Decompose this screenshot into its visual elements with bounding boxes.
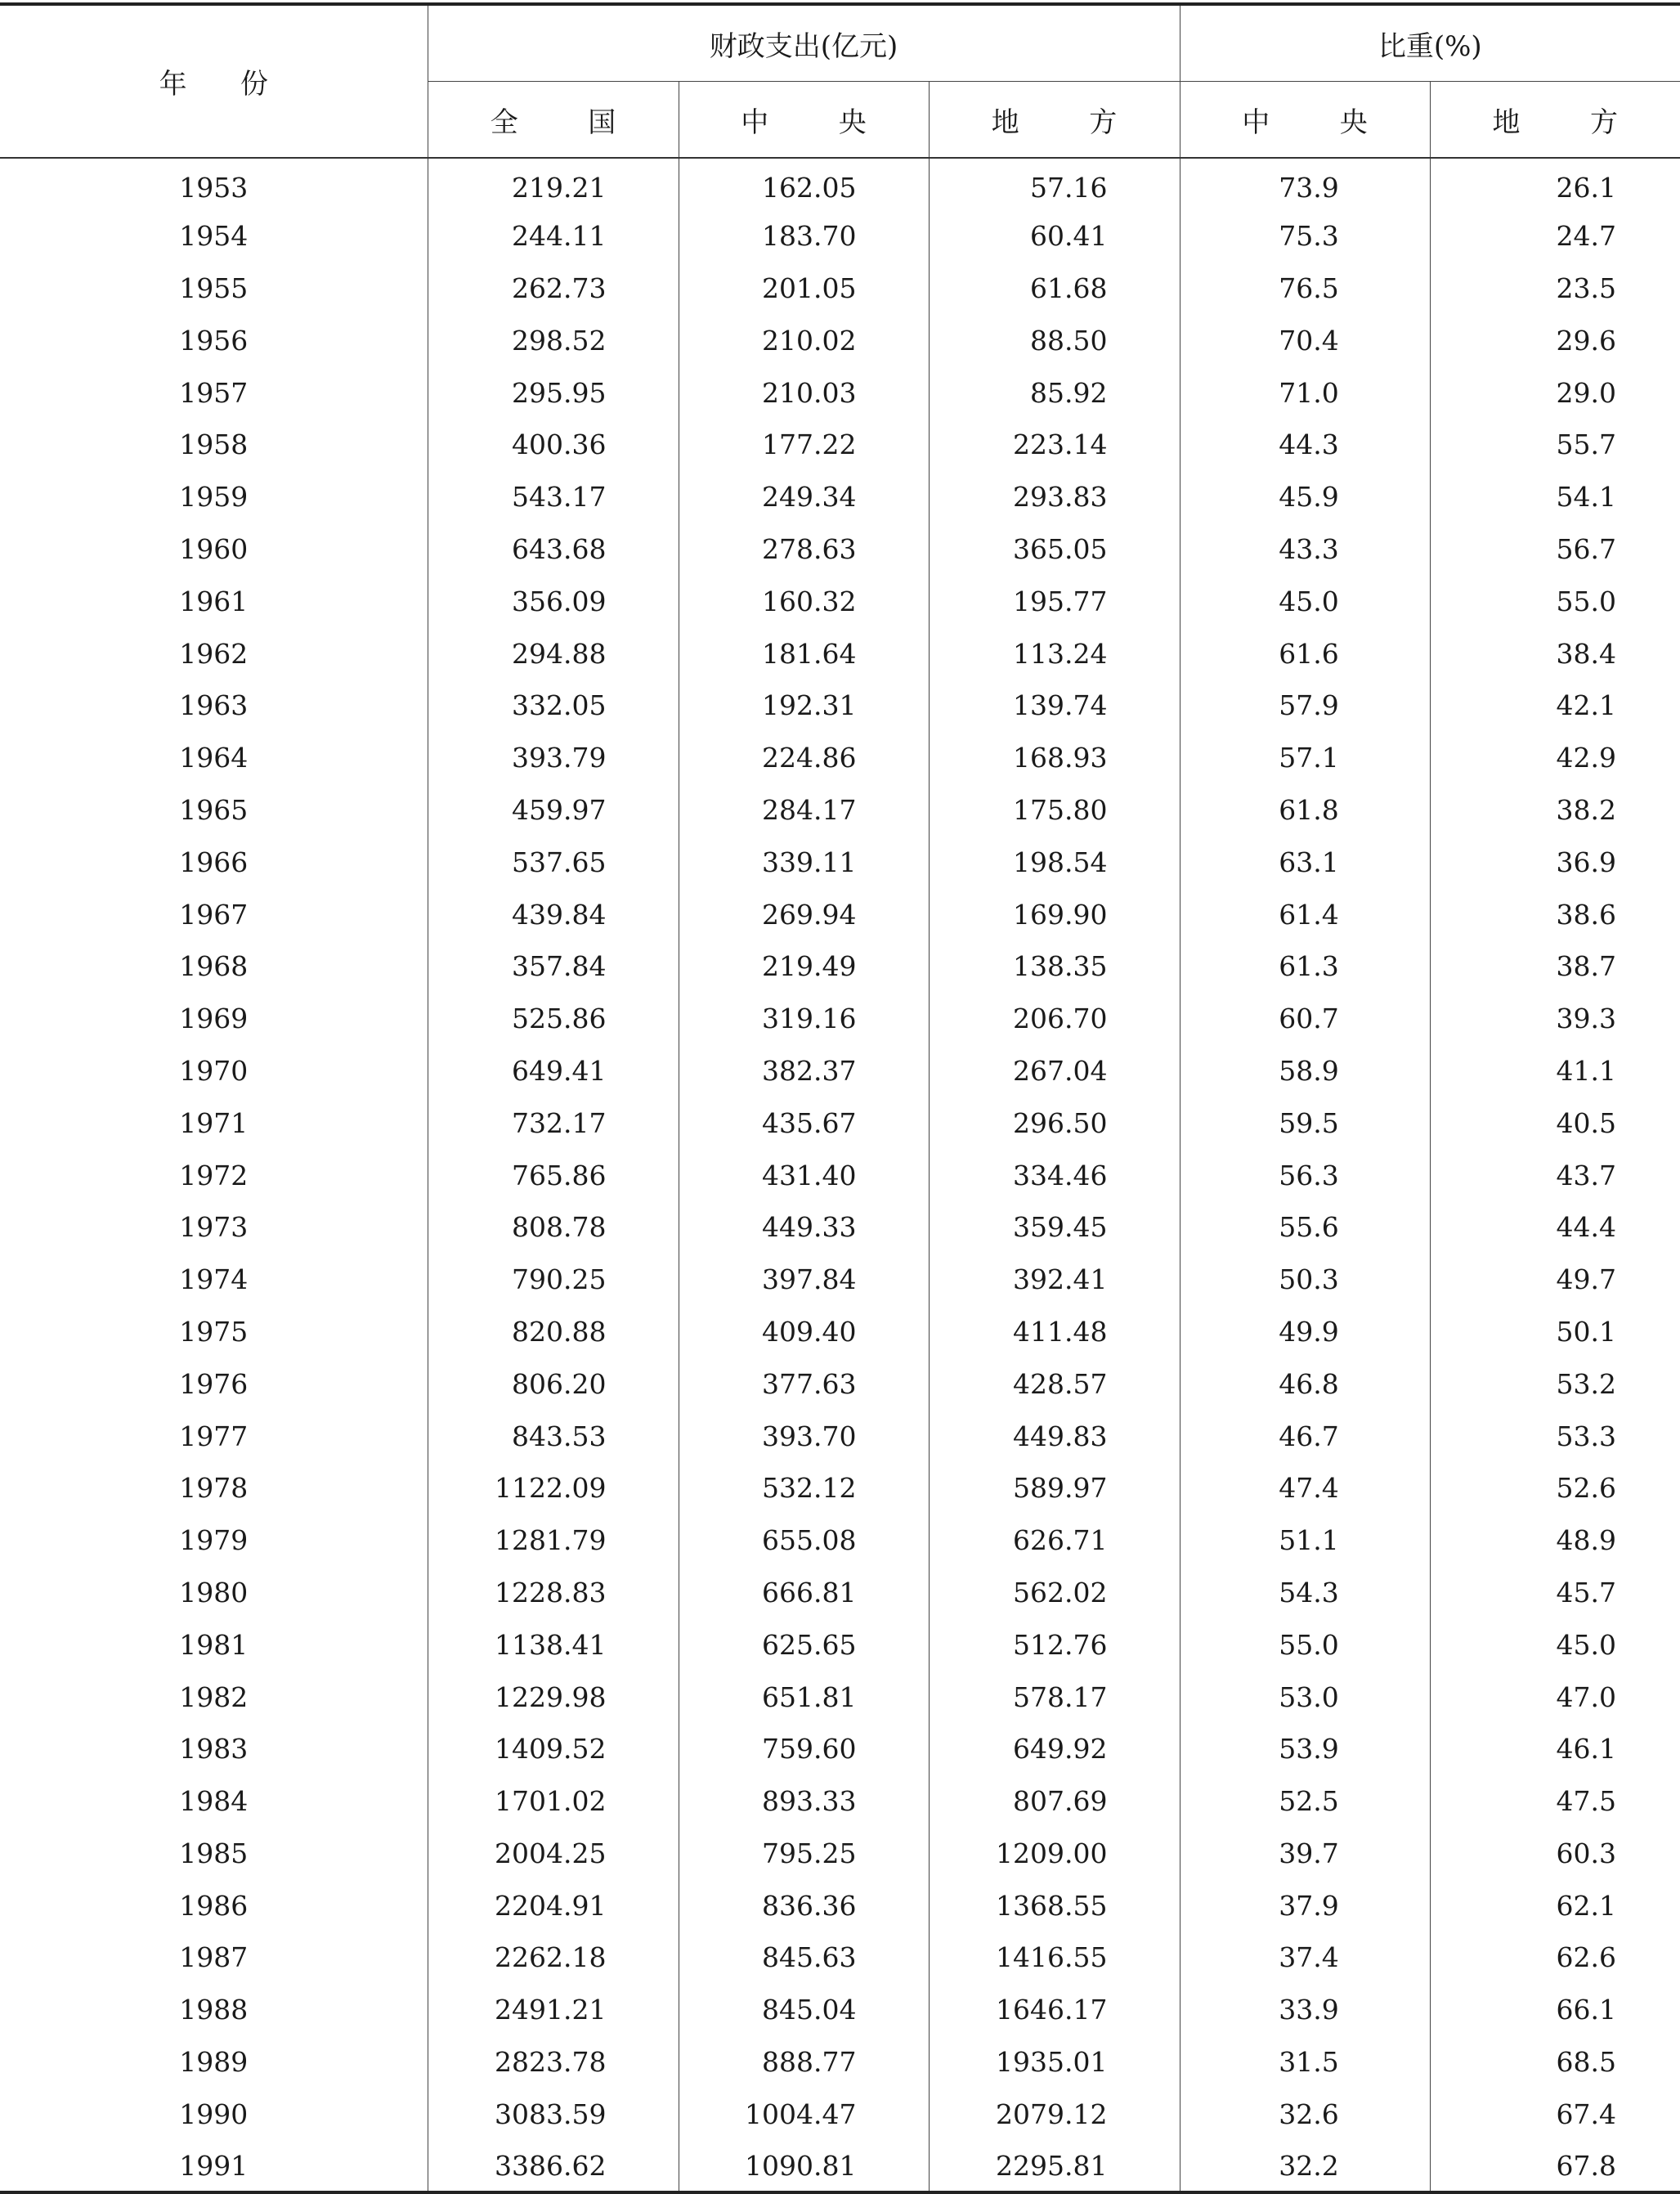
central-cell: 177.22 [679,419,929,471]
table-row [0,732,1680,784]
local-cell: 1368.55 [929,1879,1180,1932]
national-cell: 439.84 [428,888,679,940]
share-local-cell: 45.0 [1556,1628,1617,1661]
table-row [0,1462,1680,1514]
national-cell: 543.17 [428,471,679,523]
share-local-cell: 44.4 [1556,1211,1617,1244]
share-central-cell: 37.9 [1180,1879,1430,1932]
table-row [0,1671,1680,1723]
local-cell: 428.57 [929,1357,1180,1410]
central-cell: 160.32 [679,575,929,627]
national-cell: 1229.98 [428,1671,679,1723]
share-central-column-header: 中 央 [1180,82,1430,159]
central-cell: 224.86 [679,732,929,784]
year-cell: 1988 [0,1984,428,2036]
table-row [0,940,1680,993]
year-cell: 1958 [0,419,428,471]
share-central-cell: 63.1 [1180,836,1430,888]
year-cell: 1987 [0,1932,428,1984]
share-local-column-header: 地 方 [1430,82,1680,159]
local-cell: 2079.12 [929,2088,1180,2140]
share-local-cell: 36.9 [1556,846,1617,878]
year-cell: 1959 [0,471,428,523]
share-central-cell: 55.6 [1180,1201,1430,1254]
national-cell: 2823.78 [428,2036,679,2089]
share-local-cell: 49.7 [1556,1263,1617,1296]
local-cell: 2295.81 [929,2140,1180,2192]
year-cell: 1963 [0,680,428,732]
local-cell: 139.74 [929,680,1180,732]
share-local-cell: 48.9 [1556,1524,1617,1557]
share-central-cell: 61.8 [1180,784,1430,837]
share-central-cell: 43.3 [1180,523,1430,576]
share-central-cell: 75.3 [1180,210,1430,262]
central-cell: 759.60 [679,1723,929,1775]
share-central-cell: 46.7 [1180,1410,1430,1462]
local-cell: 88.50 [929,314,1180,366]
central-cell: 162.05 [679,158,929,210]
central-cell: 377.63 [679,1357,929,1410]
national-cell: 332.05 [428,680,679,732]
local-cell: 1646.17 [929,1984,1180,2036]
share-local-cell: 38.2 [1556,793,1617,826]
share-central-cell: 32.6 [1180,2088,1430,2140]
table-row [0,523,1680,576]
year-cell: 1990 [0,2088,428,2140]
local-cell: 334.46 [929,1149,1180,1201]
year-cell: 1970 [0,1045,428,1097]
share-central-cell: 57.1 [1180,732,1430,784]
table-row [0,1618,1680,1671]
national-cell: 262.73 [428,262,679,315]
share-central-cell: 73.9 [1180,158,1430,210]
central-cell: 888.77 [679,2036,929,2089]
local-cell: 169.90 [929,888,1180,940]
local-column-header: 地 方 [929,82,1180,159]
share-central-cell: 45.0 [1180,575,1430,627]
share-local-cell: 45.7 [1556,1576,1617,1608]
share-central-cell: 76.5 [1180,262,1430,315]
share-local-cell: 46.1 [1556,1733,1617,1766]
share-central-cell: 70.4 [1180,314,1430,366]
central-cell: 1004.47 [679,2088,929,2140]
national-cell: 3083.59 [428,2088,679,2140]
table-row [0,888,1680,940]
share-central-cell: 31.5 [1180,2036,1430,2089]
table-row [0,680,1680,732]
national-column-header: 全 国 [428,82,679,159]
year-cell: 1965 [0,784,428,837]
table-row [0,1254,1680,1306]
table-row [0,1045,1680,1097]
local-cell: 649.92 [929,1723,1180,1775]
share-local-cell: 62.1 [1556,1889,1617,1922]
year-cell: 1974 [0,1254,428,1306]
local-cell: 578.17 [929,1671,1180,1723]
share-local-cell: 43.7 [1556,1159,1617,1191]
share-central-cell: 60.7 [1180,993,1430,1045]
national-cell: 1409.52 [428,1723,679,1775]
year-cell: 1955 [0,262,428,315]
central-cell: 382.37 [679,1045,929,1097]
share-local-cell: 55.0 [1556,585,1617,617]
national-cell: 790.25 [428,1254,679,1306]
share-central-cell: 61.3 [1180,940,1430,993]
year-cell: 1964 [0,732,428,784]
share-central-cell: 51.1 [1180,1514,1430,1567]
local-cell: 1209.00 [929,1828,1180,1880]
central-cell: 431.40 [679,1149,929,1201]
central-cell: 532.12 [679,1462,929,1514]
national-cell: 765.86 [428,1149,679,1201]
share-local-cell: 23.5 [1556,271,1617,304]
national-cell: 356.09 [428,575,679,627]
local-cell: 1416.55 [929,1932,1180,1984]
year-cell: 1960 [0,523,428,576]
local-cell: 296.50 [929,1097,1180,1149]
national-cell: 806.20 [428,1357,679,1410]
central-cell: 795.25 [679,1828,929,1880]
year-cell: 1973 [0,1201,428,1254]
share-central-cell: 53.0 [1180,1671,1430,1723]
central-cell: 319.16 [679,993,929,1045]
year-cell: 1985 [0,1828,428,1880]
local-cell: 175.80 [929,784,1180,837]
share-central-cell: 49.9 [1180,1306,1430,1358]
table-row [0,1984,1680,2036]
year-cell: 1956 [0,314,428,366]
local-cell: 562.02 [929,1567,1180,1619]
table-row [0,1357,1680,1410]
national-cell: 294.88 [428,627,679,680]
share-local-cell: 53.3 [1556,1420,1617,1452]
central-cell: 666.81 [679,1567,929,1619]
year-cell: 1968 [0,940,428,993]
central-column-header: 中 央 [679,82,929,159]
central-cell: 397.84 [679,1254,929,1306]
national-cell: 820.88 [428,1306,679,1358]
central-cell: 278.63 [679,523,929,576]
year-cell: 1953 [0,158,428,210]
table-row [0,314,1680,366]
year-cell: 1967 [0,888,428,940]
local-cell: 223.14 [929,419,1180,471]
share-local-cell: 47.5 [1556,1785,1617,1818]
share-local-cell: 29.0 [1556,376,1617,409]
national-cell: 843.53 [428,1410,679,1462]
local-cell: 138.35 [929,940,1180,993]
national-cell: 732.17 [428,1097,679,1149]
central-cell: 651.81 [679,1671,929,1723]
year-cell: 1975 [0,1306,428,1358]
year-cell: 1982 [0,1671,428,1723]
fiscal-expenditure-table [0,2,1680,2194]
share-central-cell: 39.7 [1180,1828,1430,1880]
table-row [0,210,1680,262]
share-local-cell: 29.6 [1556,324,1617,357]
year-cell: 1984 [0,1775,428,1828]
table-row [0,1775,1680,1828]
share-local-cell: 55.7 [1556,428,1617,461]
national-cell: 537.65 [428,836,679,888]
table-row [0,627,1680,680]
year-column-header: 年 份 [0,4,428,158]
share-local-cell: 26.1 [1556,171,1617,204]
local-cell: 57.16 [929,158,1180,210]
national-cell: 2491.21 [428,1984,679,2036]
central-cell: 893.33 [679,1775,929,1828]
share-local-cell: 54.1 [1556,481,1617,514]
share-central-cell: 57.9 [1180,680,1430,732]
table-row [0,1567,1680,1619]
local-cell: 61.68 [929,262,1180,315]
share-local-cell: 50.1 [1556,1315,1617,1348]
share-central-cell: 44.3 [1180,419,1430,471]
table-row [0,158,1680,210]
year-cell: 1954 [0,210,428,262]
national-cell: 219.21 [428,158,679,210]
share-local-cell: 67.8 [1556,2149,1617,2182]
share-local-cell: 42.9 [1556,742,1617,774]
national-cell: 459.97 [428,784,679,837]
share-central-cell: 54.3 [1180,1567,1430,1619]
share-central-cell: 56.3 [1180,1149,1430,1201]
national-cell: 649.41 [428,1045,679,1097]
year-cell: 1962 [0,627,428,680]
year-cell: 1979 [0,1514,428,1567]
share-local-cell: 47.0 [1556,1680,1617,1713]
central-cell: 210.03 [679,366,929,419]
table-row [0,1306,1680,1358]
national-cell: 2262.18 [428,1932,679,1984]
table-row [0,993,1680,1045]
share-central-cell: 50.3 [1180,1254,1430,1306]
expenditure-group-header: 财政支出(亿元) [428,4,1180,82]
local-cell: 85.92 [929,366,1180,419]
year-cell: 1981 [0,1618,428,1671]
table-row [0,1097,1680,1149]
table-row [0,784,1680,837]
share-central-cell: 61.4 [1180,888,1430,940]
local-cell: 293.83 [929,471,1180,523]
national-cell: 1138.41 [428,1618,679,1671]
table-row [0,2140,1680,2192]
table-row [0,1932,1680,1984]
share-local-cell: 41.1 [1556,1054,1617,1087]
local-cell: 206.70 [929,993,1180,1045]
local-cell: 168.93 [929,732,1180,784]
national-cell: 3386.62 [428,2140,679,2192]
share-local-cell: 42.1 [1556,689,1617,722]
table-row [0,1723,1680,1775]
table-row [0,1879,1680,1932]
central-cell: 845.04 [679,1984,929,2036]
share-local-cell: 40.5 [1556,1106,1617,1139]
national-cell: 357.84 [428,940,679,993]
table-body [0,158,1680,2192]
central-cell: 836.36 [679,1879,929,1932]
table-row [0,575,1680,627]
year-cell: 1961 [0,575,428,627]
local-cell: 267.04 [929,1045,1180,1097]
year-cell: 1971 [0,1097,428,1149]
local-cell: 195.77 [929,575,1180,627]
year-cell: 1978 [0,1462,428,1514]
central-cell: 219.49 [679,940,929,993]
share-local-cell: 38.4 [1556,637,1617,670]
share-central-cell: 46.8 [1180,1357,1430,1410]
share-central-cell: 45.9 [1180,471,1430,523]
share-central-cell: 33.9 [1180,1984,1430,2036]
share-group-header: 比重(%) [1180,4,1680,82]
share-central-cell: 53.9 [1180,1723,1430,1775]
central-cell: 192.31 [679,680,929,732]
central-cell: 269.94 [679,888,929,940]
central-cell: 183.70 [679,210,929,262]
national-cell: 1701.02 [428,1775,679,1828]
year-cell: 1989 [0,2036,428,2089]
table-row [0,1410,1680,1462]
year-cell: 1986 [0,1879,428,1932]
table-row [0,1201,1680,1254]
table-row [0,1514,1680,1567]
share-local-cell: 38.6 [1556,898,1617,931]
table-row [0,366,1680,419]
local-cell: 1935.01 [929,2036,1180,2089]
share-central-cell: 59.5 [1180,1097,1430,1149]
local-cell: 807.69 [929,1775,1180,1828]
table-row [0,836,1680,888]
share-central-cell: 61.6 [1180,627,1430,680]
national-cell: 298.52 [428,314,679,366]
local-cell: 359.45 [929,1201,1180,1254]
central-cell: 201.05 [679,262,929,315]
central-cell: 435.67 [679,1097,929,1149]
share-local-cell: 56.7 [1556,532,1617,565]
central-cell: 449.33 [679,1201,929,1254]
local-cell: 449.83 [929,1410,1180,1462]
table-header [0,4,1680,158]
national-cell: 2204.91 [428,1879,679,1932]
share-local-cell: 62.6 [1556,1941,1617,1974]
local-cell: 113.24 [929,627,1180,680]
share-local-cell: 53.2 [1556,1367,1617,1400]
local-cell: 589.97 [929,1462,1180,1514]
national-cell: 400.36 [428,419,679,471]
table-row [0,2088,1680,2140]
year-cell: 1980 [0,1567,428,1619]
share-local-cell: 67.4 [1556,2098,1617,2130]
central-cell: 1090.81 [679,2140,929,2192]
central-cell: 393.70 [679,1410,929,1462]
year-cell: 1976 [0,1357,428,1410]
national-cell: 295.95 [428,366,679,419]
share-central-cell: 37.4 [1180,1932,1430,1984]
national-cell: 1228.83 [428,1567,679,1619]
share-central-cell: 71.0 [1180,366,1430,419]
share-local-cell: 38.7 [1556,950,1617,983]
share-local-cell: 39.3 [1556,1003,1617,1035]
share-local-cell: 52.6 [1556,1472,1617,1505]
local-cell: 512.76 [929,1618,1180,1671]
central-cell: 339.11 [679,836,929,888]
national-cell: 643.68 [428,523,679,576]
year-cell: 1969 [0,993,428,1045]
central-cell: 625.65 [679,1618,929,1671]
share-local-cell: 60.3 [1556,1837,1617,1869]
year-cell: 1957 [0,366,428,419]
year-cell: 1972 [0,1149,428,1201]
national-cell: 2004.25 [428,1828,679,1880]
national-cell: 244.11 [428,210,679,262]
central-cell: 845.63 [679,1932,929,1984]
table-row [0,419,1680,471]
central-cell: 249.34 [679,471,929,523]
national-cell: 393.79 [428,732,679,784]
share-central-cell: 47.4 [1180,1462,1430,1514]
local-cell: 392.41 [929,1254,1180,1306]
national-cell: 808.78 [428,1201,679,1254]
table-row [0,1828,1680,1880]
central-cell: 409.40 [679,1306,929,1358]
table-row [0,262,1680,315]
year-cell: 1966 [0,836,428,888]
table-row [0,2036,1680,2089]
share-local-cell: 66.1 [1556,1994,1617,2026]
national-cell: 1122.09 [428,1462,679,1514]
central-cell: 210.02 [679,314,929,366]
share-central-cell: 32.2 [1180,2140,1430,2192]
local-cell: 411.48 [929,1306,1180,1358]
year-cell: 1983 [0,1723,428,1775]
table-row [0,471,1680,523]
national-cell: 525.86 [428,993,679,1045]
central-cell: 284.17 [679,784,929,837]
table-row [0,1149,1680,1201]
local-cell: 365.05 [929,523,1180,576]
share-central-cell: 52.5 [1180,1775,1430,1828]
share-central-cell: 58.9 [1180,1045,1430,1097]
share-local-cell: 68.5 [1556,2046,1617,2079]
local-cell: 198.54 [929,836,1180,888]
share-local-cell: 24.7 [1556,220,1617,253]
year-cell: 1991 [0,2140,428,2192]
local-cell: 626.71 [929,1514,1180,1567]
share-central-cell: 55.0 [1180,1618,1430,1671]
central-cell: 655.08 [679,1514,929,1567]
central-cell: 181.64 [679,627,929,680]
local-cell: 60.41 [929,210,1180,262]
national-cell: 1281.79 [428,1514,679,1567]
year-cell: 1977 [0,1410,428,1462]
